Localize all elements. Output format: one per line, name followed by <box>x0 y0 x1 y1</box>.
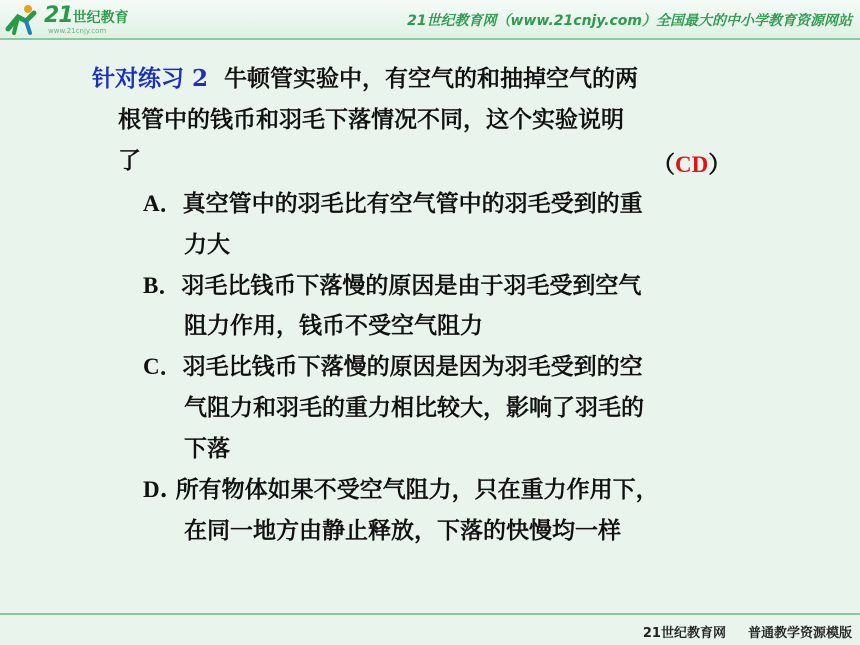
option-c-text-1: ．羽毛比钱币下落慢的原因是因为羽毛受到的空 <box>159 353 643 380</box>
option-b-text-1: ．羽毛比钱币下落慢的原因是由于羽毛受到空气 <box>158 272 642 299</box>
answer-bracket <box>652 146 731 179</box>
option-d-line-1 <box>143 471 659 504</box>
option-d-letter: D <box>143 477 160 502</box>
option-b-line-2: 阻力作用，钱币不受空气阻力 <box>184 312 483 339</box>
footer-template-name: 普通教学资源模版 <box>747 626 852 641</box>
option-b-letter: B <box>143 273 159 298</box>
option-a-text-1: ．真空管中的羽毛比有空气管中的羽毛受到的重 <box>159 190 643 217</box>
footer-site-name[interactable]: 21世纪教育网 <box>642 626 726 641</box>
question-stem-line-2: 根管中的钱币和羽毛下落情况不同，这个实验说明 <box>118 106 624 133</box>
stem-text-1: 牛顿管实验中，有空气的和抽掉空气的两 <box>224 65 639 92</box>
option-d-line-2: 在同一地方由静止释放，下落的快慢均一样 <box>184 517 621 544</box>
option-a-line-2: 力大 <box>184 231 230 258</box>
question-stem-line-3: 了 <box>118 147 141 174</box>
option-c-line-1 <box>143 348 643 381</box>
answer-text: CD <box>675 152 709 177</box>
option-d-text-1: . 所有物体如果不受空气阻力，只在重力作用下， <box>159 476 659 503</box>
question-label: 针对练习 2 <box>92 65 209 92</box>
site-banner[interactable]: 21世纪教育网（www.21cnjy.com）全国最大的中小学教育资源网站 <box>407 13 852 29</box>
logo-number: 21 <box>44 3 73 28</box>
option-c-letter: C <box>143 354 160 379</box>
option-c-line-2: 气阻力和羽毛的重力相比较大，影响了羽毛的 <box>184 394 644 421</box>
footer-divider <box>0 613 860 615</box>
option-a-line-1 <box>143 185 643 218</box>
option-a-letter: A <box>143 191 160 216</box>
paren-open: （ <box>652 151 675 178</box>
logo-url: www.21cnjy.com <box>48 27 107 35</box>
footer-bar <box>621 622 852 641</box>
logo-chinese: 世纪教育 <box>72 10 129 26</box>
option-c-line-3: 下落 <box>184 435 230 462</box>
option-b-line-1 <box>143 267 641 300</box>
paren-close: ） <box>708 151 732 178</box>
question-stem-line-1 <box>92 60 638 93</box>
